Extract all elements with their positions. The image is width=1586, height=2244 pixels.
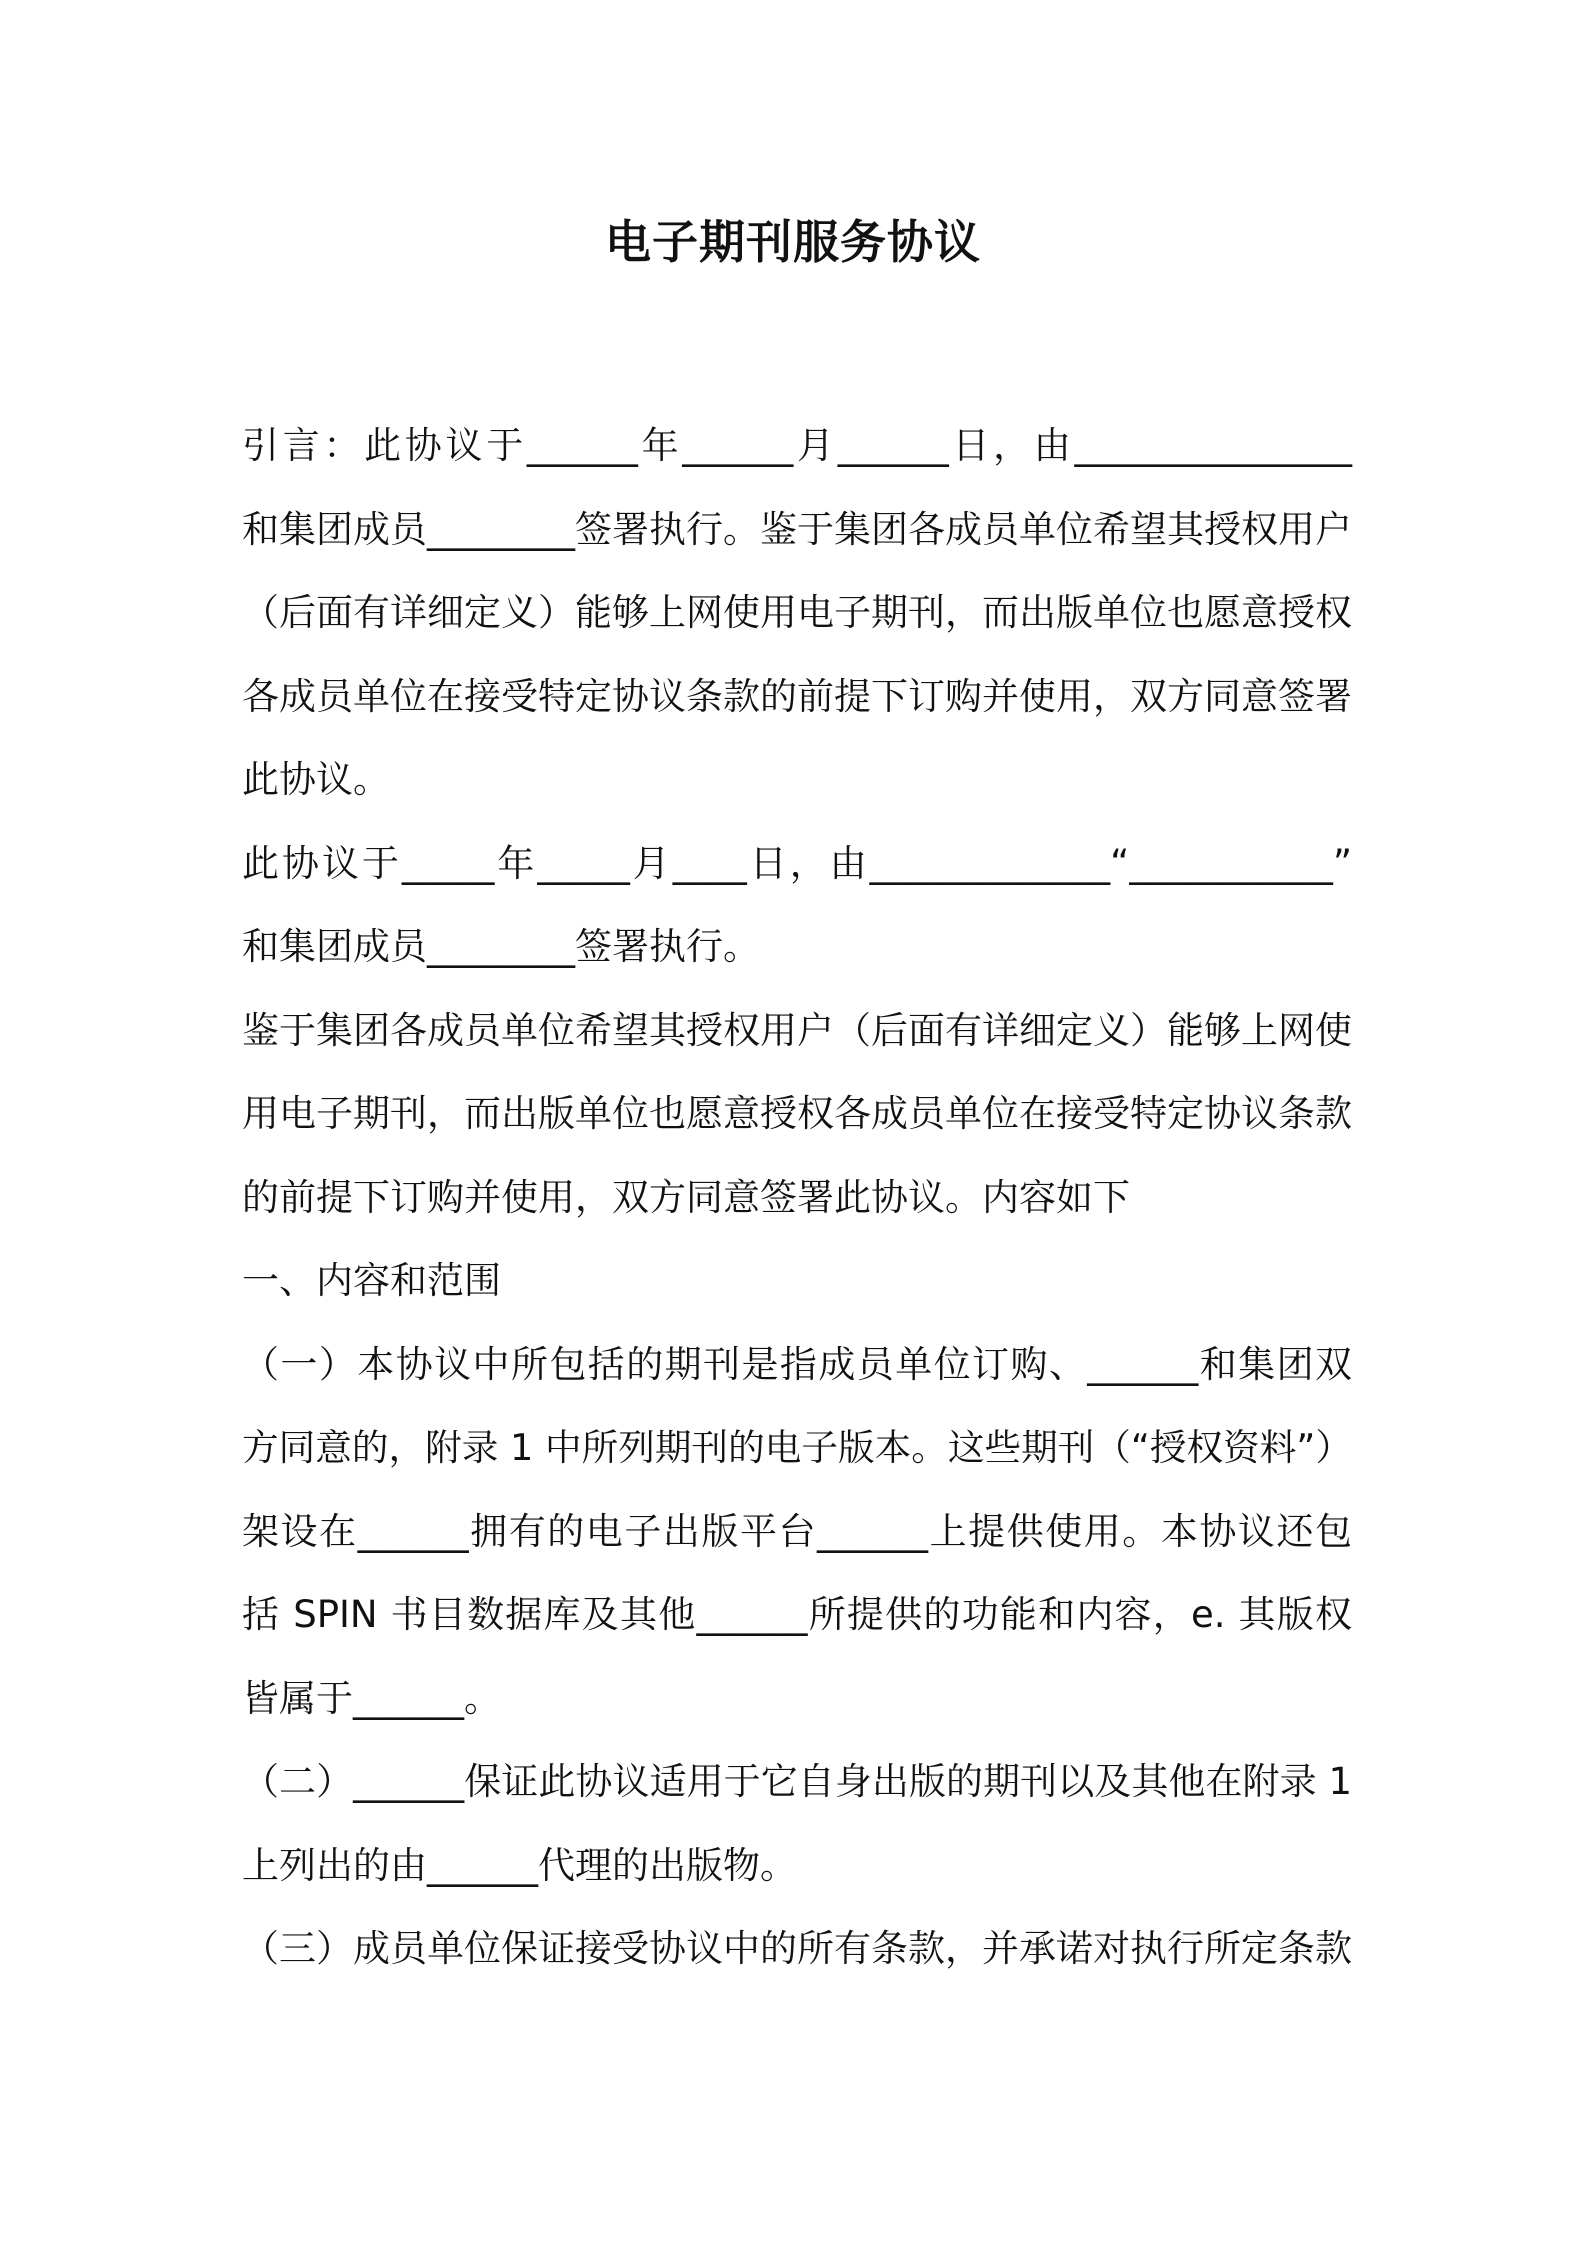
paragraph-line: 引言：此协议于______年______月______日，由_______________ xyxy=(242,424,1352,467)
paragraph-line: （一）本协议中所包括的期刊是指成员单位订购、______和集团双 xyxy=(242,1342,1352,1386)
document-body xyxy=(242,404,1352,1991)
paragraph-line: 架设在______拥有的电子出版平台______上提供使用。本协议还包 xyxy=(242,1509,1352,1553)
document-title: 电子期刊服务协议 xyxy=(605,215,981,269)
paragraph-line: 用电子期刊，而出版单位也愿意授权各成员单位在接受特定协议条款 xyxy=(242,1092,1352,1135)
section-heading: 一、内容和范围 xyxy=(242,1259,501,1302)
paragraph-line: （三）成员单位保证接受协议中的所有条款，并承诺对执行所定条款 xyxy=(242,1927,1352,1970)
paragraph-line: 此协议于_____年_____月____日，由_____________“___________” xyxy=(242,841,1352,885)
paragraph-line: 方同意的，附录 1 中所列期刊的电子版本。这些期刊（“授权资料”） xyxy=(242,1426,1352,1469)
paragraph-line: 和集团成员________签署执行。鉴于集团各成员单位希望其授权用户 xyxy=(242,507,1352,551)
paragraph-line: 皆属于______。 xyxy=(242,1676,501,1720)
paragraph-line: 括 SPIN 书目数据库及其他______所提供的功能和内容，e. 其版权 xyxy=(242,1593,1352,1636)
paragraph-line: （后面有详细定义）能够上网使用电子期刊，而出版单位也愿意授权 xyxy=(242,591,1352,634)
paragraph-line: （二）______保证此协议适用于它自身出版的期刊以及其他在附录 1 xyxy=(242,1760,1352,1803)
paragraph-line: 上列出的由______代理的出版物。 xyxy=(242,1843,797,1887)
paragraph-line: 此协议。 xyxy=(242,758,390,801)
paragraph-line: 鉴于集团各成员单位希望其授权用户（后面有详细定义）能够上网使 xyxy=(242,1008,1352,1052)
paragraph-line: 和集团成员________签署执行。 xyxy=(242,925,760,968)
paragraph-line: 的前提下订购并使用，双方同意签署此协议。内容如下 xyxy=(242,1175,1130,1219)
paragraph-line: 各成员单位在接受特定协议条款的前提下订购并使用，双方同意签署 xyxy=(242,674,1352,718)
